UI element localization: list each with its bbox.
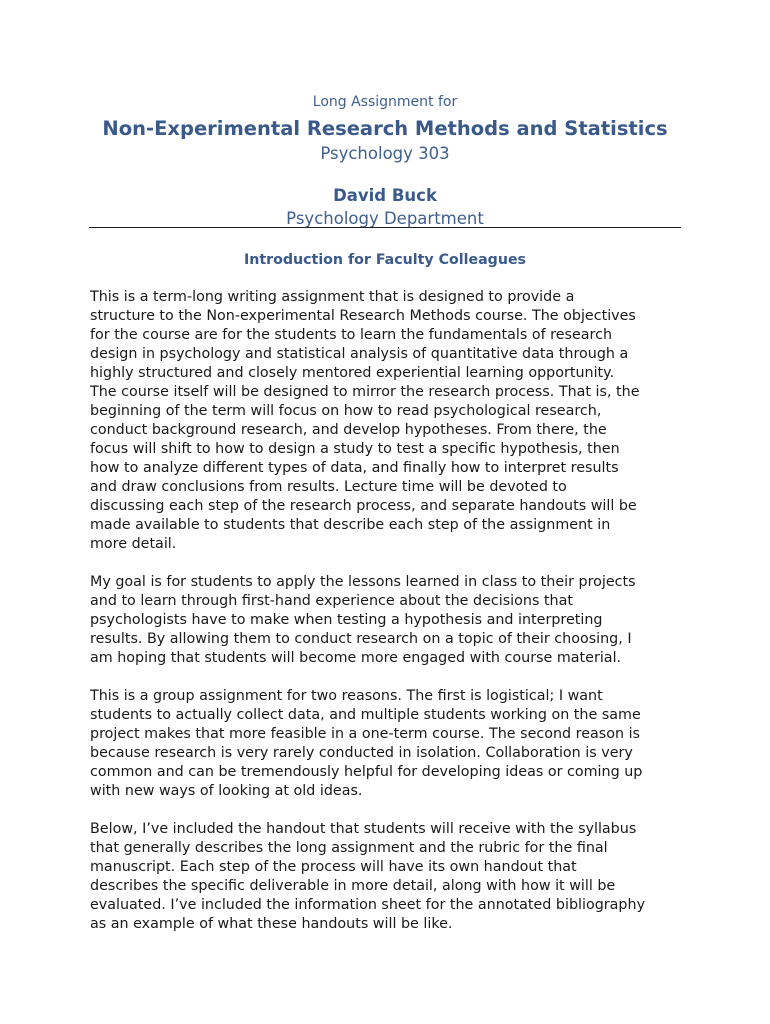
- paragraph-line: how to analyze different types of data, and finally how to interpret results: [90, 460, 619, 476]
- paragraph-line: evaluated. I’ve included the information sheet for the annotated bibliography: [90, 897, 646, 913]
- body-paragraph: [90, 573, 690, 668]
- paragraph-line: for the course are for the students to learn the fundamentals of research: [90, 327, 613, 343]
- course-name: Psychology 303: [320, 144, 450, 163]
- paragraph-line: discussing each step of the research process, and separate handouts will be: [90, 498, 637, 514]
- header-kicker: Long Assignment for: [312, 94, 458, 110]
- document-header: [89, 92, 681, 230]
- paragraph-line: focus will shift to how to design a study to test a specific hypothesis, then: [90, 441, 620, 457]
- paragraph-line: results. By allowing them to conduct research on a topic of their choosing, I: [90, 631, 632, 647]
- author-name: David Buck: [333, 186, 437, 205]
- paragraph-line: psychologists have to make when testing a hypothesis and interpreting: [90, 612, 603, 628]
- document-title: Non-Experimental Research Methods and Statistics: [102, 117, 668, 140]
- paragraph-line: students to actually collect data, and multiple students working on the same: [90, 707, 641, 723]
- paragraph-line: conduct background research, and develop hypotheses. From there, the: [90, 422, 607, 438]
- paragraph-line: structure to the Non-experimental Research Methods course. The objectives: [90, 308, 636, 324]
- paragraph-line: highly structured and closely mentored experiential learning opportunity.: [90, 365, 615, 381]
- paragraph-line: as an example of what these handouts will be like.: [90, 916, 453, 932]
- header-divider: [89, 227, 681, 228]
- paragraph-line: made available to students that describe each step of the assignment in: [90, 517, 611, 533]
- paragraph-line: am hoping that students will become more engaged with course material.: [90, 650, 622, 666]
- paragraph-line: beginning of the term will focus on how to read psychological research,: [90, 403, 602, 419]
- paragraph-line: and to learn through first-hand experience about the decisions that: [90, 593, 573, 609]
- document-body: [90, 288, 690, 953]
- paragraph-line: This is a term-long writing assignment that is designed to provide a: [90, 289, 575, 305]
- paragraph-line: Below, I’ve included the handout that students will receive with the syllabus: [90, 821, 637, 837]
- paragraph-line: common and can be tremendously helpful for developing ideas or coming up: [90, 764, 643, 780]
- section-heading: Introduction for Faculty Colleagues: [243, 252, 527, 268]
- paragraph-line: with new ways of looking at old ideas.: [90, 783, 363, 799]
- paragraph-line: and draw conclusions from results. Lecture time will be devoted to: [90, 479, 567, 495]
- paragraph-line: that generally describes the long assignment and the rubric for the final: [90, 840, 608, 856]
- paragraph-line: design in psychology and statistical analysis of quantitative data through a: [90, 346, 629, 362]
- paragraph-line: describes the specific deliverable in more detail, along with how it will be: [90, 878, 616, 894]
- paragraph-line: project makes that more feasible in a one-term course. The second reason is: [90, 726, 641, 742]
- body-paragraph: [90, 288, 690, 554]
- author-department: Psychology Department: [286, 209, 484, 228]
- paragraph-line: manuscript. Each step of the process will have its own handout that: [90, 859, 577, 875]
- paragraph-line: This is a group assignment for two reasons. The first is logistical; I want: [90, 688, 603, 704]
- paragraph-line: because research is very rarely conducted in isolation. Collaboration is very: [90, 745, 633, 761]
- paragraph-line: more detail.: [90, 536, 177, 552]
- paragraph-line: My goal is for students to apply the lessons learned in class to their projects: [90, 574, 636, 590]
- body-paragraph: [90, 820, 690, 934]
- body-paragraph: [90, 687, 690, 801]
- paragraph-line: The course itself will be designed to mirror the research process. That is, the: [90, 384, 640, 400]
